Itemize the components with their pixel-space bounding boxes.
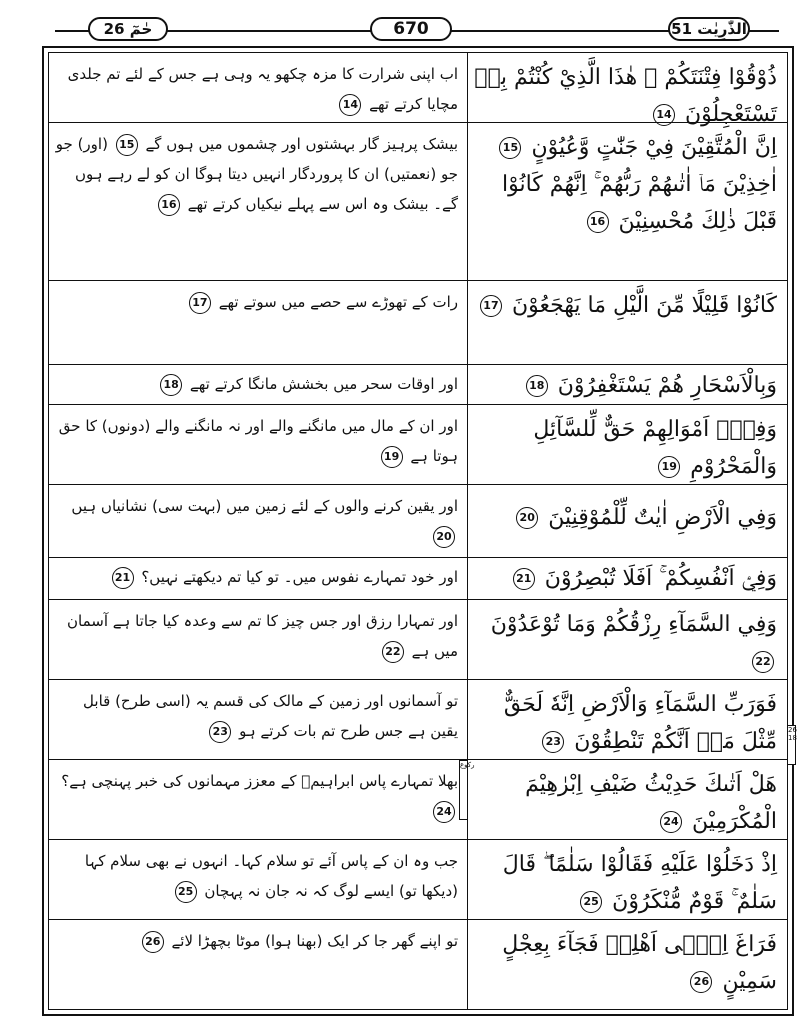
arabic-verse: اِنَّ الْمُتَّقِيْنَ فِيْ جَنّٰتٍ وَّعُيُوْنٍ (531, 135, 777, 160)
arabic-text (469, 558, 785, 599)
urdu-translation: بھلا تمہارے پاس ابراہیمؑ کے معزز مہمانوں کی خبر پہنچی ہے؟ (61, 772, 458, 790)
verse-number: 19 (658, 456, 680, 478)
ruku-label: رکوع (459, 760, 468, 820)
urdu-text (49, 558, 466, 599)
urdu-text (49, 53, 466, 122)
verse-row-19 (49, 405, 787, 485)
arabic-verse: وَبِالْاَسْحَارِ هُمْ يَسْتَغْفِرُوْنَ (557, 373, 777, 398)
urdu-translation: تو آسمانوں اور زمین کے مالک کی قسم یہ (اسی طرح) قابل یقین ہے جس طرح تم بات کرتے ہو (83, 692, 458, 740)
verse-number: 18 (160, 374, 182, 396)
verse-number: 20 (433, 526, 455, 548)
urdu-text (49, 760, 466, 839)
urdu-translation: تو اپنے گھر جا کر ایک (بھنا ہوا) موٹا بچھڑا لائے (171, 932, 458, 950)
verse-number: 26 (142, 931, 164, 953)
verse-row-14 (49, 53, 787, 127)
verse-number: 23 (542, 731, 564, 753)
urdu-text (49, 281, 466, 364)
verse-number: 21 (112, 567, 134, 589)
verse-row-21 (49, 558, 787, 600)
urdu-text (49, 365, 466, 404)
verse-number: 14 (653, 104, 675, 126)
urdu-translation: (اور) جو جو (نعمتیں) ان کا پروردگار انہیں دیتا ہوگا ان کو لے رہے ہوں گے۔ بیشک وہ اس سے پہلے نیکیاں کرتے تھے (55, 135, 458, 213)
verse-row-26 (49, 920, 787, 1009)
verse-number: 25 (175, 881, 197, 903)
urdu-translation: اور ان کے مال میں مانگنے والے اور نہ مانگنے والے (دونوں) کا حق ہوتا ہے (58, 417, 458, 465)
verse-row-23 (49, 680, 787, 760)
verse-number: 21 (513, 568, 535, 590)
verse-number: 16 (587, 211, 609, 233)
urdu-text (49, 920, 466, 1009)
verse-row-22 (49, 600, 787, 680)
urdu-text (49, 600, 466, 679)
verse-row-25 (49, 840, 787, 920)
urdu-text (49, 405, 466, 484)
arabic-verse: ذُوْقُوْا فِتْنَتَكُمْ ۖ هٰذَا الَّذِيْ كُنْتُمْ بِهٖ تَسْتَعْجِلُوْنَ (474, 65, 777, 127)
verse-row-20 (49, 485, 787, 558)
arabic-text (469, 680, 785, 759)
verse-number: 17 (189, 292, 211, 314)
arabic-verse: اِذْ دَخَلُوْا عَلَيْهِ فَقَالُوْا سَلٰمًا ۖ قَالَ سَلٰمٌ ۚ قَوْمٌ مُّنْكَرُوْنَ (502, 852, 777, 914)
arabic-text (469, 920, 785, 1009)
urdu-translation: رات کے تھوڑے سے حصے میں سوتے تھے (218, 293, 458, 311)
arabic-text (469, 600, 785, 679)
urdu-text (49, 485, 466, 557)
urdu-text (49, 680, 466, 759)
verse-number: 15 (116, 134, 138, 156)
verse-number: 22 (752, 651, 774, 673)
arabic-text (469, 365, 785, 404)
arabic-verse: فَرَاغَ اِلٰۤى اَهْلِهٖ فَجَآءَ بِعِجْلٍ سَمِيْنٍ (502, 932, 777, 994)
arabic-verse: وَفِيْۤ اَمْوَالِهِمْ حَقٌّ لِّلسَّآئِلِ وَالْمَحْرُوْمِ (533, 417, 777, 479)
arabic-text (469, 53, 785, 127)
verse-number: 18 (526, 375, 548, 397)
urdu-translation: جب وہ ان کے پاس آئے تو سلام کہا۔ انہوں نے بھی سلام کہا (دیکھا تو) ایسے لوگ کہ نہ جان نہ پہچان (84, 852, 458, 900)
verse-number: 23 (209, 721, 231, 743)
verse-number: 26 (690, 971, 712, 993)
para-label: حٰمٓ 26 (88, 17, 168, 41)
urdu-translation: اور یقین کرنے والوں کے لئے زمین میں (بہت سی) نشانیاں ہیں (71, 497, 458, 515)
urdu-text (49, 123, 466, 280)
urdu-translation: بیشک پرہیز گار بہشتوں اور چشموں میں ہوں گے (145, 135, 458, 153)
arabic-verse: فَوَرَبِّ السَّمَآءِ وَالْاَرْضِ اِنَّهٗ لَحَقٌّ مِّثْلَ مَاۤ اَنَّكُمْ تَنْطِقُوْنَ (503, 692, 777, 754)
urdu-text (49, 840, 466, 919)
arabic-verse: وَفِيْۤ اَنْفُسِكُمْ ۚ اَفَلَا تُبْصِرُوْنَ (544, 566, 777, 591)
arabic-text (469, 840, 785, 919)
arabic-text (469, 760, 785, 839)
verse-number: 22 (382, 641, 404, 663)
verse-row-18 (49, 365, 787, 405)
urdu-translation: اور خود تمہارے نفوس میں۔ تو کیا تم دیکھتے نہیں؟ (141, 568, 458, 586)
arabic-verse: هَلْ اَتٰىكَ حَدِيْثُ ضَيْفِ اِبْرٰهِيْمَ الْمُكْرَمِيْنَ (525, 772, 777, 834)
page-number: 670 (370, 17, 452, 41)
arabic-verse: وَفِي الْاَرْضِ اٰيٰتٌ لِّلْمُوْقِنِيْنَ (548, 505, 777, 530)
verse-number: 20 (516, 507, 538, 529)
verse-number: 14 (339, 94, 361, 116)
verse-number: 24 (660, 811, 682, 833)
verse-number: 15 (499, 137, 521, 159)
verse-row-15-16 (49, 123, 787, 281)
verse-row-17 (49, 281, 787, 365)
verse-number: 17 (480, 295, 502, 317)
arabic-verse: كَانُوْا قَلِيْلًا مِّنَ الَّيْلِ مَا يَهْجَعُوْنَ (511, 293, 777, 318)
verse-number: 25 (580, 891, 602, 913)
urdu-translation: اور اوقات سحر میں بخشش مانگا کرتے تھے (189, 375, 458, 393)
verse-number: 24 (433, 801, 455, 823)
arabic-text (469, 123, 785, 280)
verse-number: 19 (381, 446, 403, 468)
arabic-text (469, 281, 785, 364)
arabic-verse: وَفِي السَّمَآءِ رِزْقُكُمْ وَمَا تُوْعَدُوْنَ (490, 612, 777, 637)
surah-label: الذّٰرِیٰت 51 (668, 17, 750, 41)
arabic-text (469, 405, 785, 484)
verse-row-24 (49, 760, 787, 840)
arabic-text (469, 485, 785, 557)
arabic-verse: اٰخِذِيْنَ مَاۤ اٰتٰىهُمْ رَبُّهُمْ ۚ اِنَّهُمْ كَانُوْا قَبْلَ ذٰلِكَ مُحْسِنِيْنَ (501, 172, 777, 234)
ruku-marker: 26 18 (787, 725, 796, 765)
urdu-translation: اور تمہارا رزق اور جس چیز کا تم سے وعدہ کیا جاتا ہے آسمان میں ہے (67, 612, 458, 660)
verse-number: 16 (158, 194, 180, 216)
urdu-translation: اب اپنی شرارت کا مزہ چکھو یہ وہی ہے جس کے لئے تم جلدی مچایا کرتے تھے (67, 65, 458, 113)
